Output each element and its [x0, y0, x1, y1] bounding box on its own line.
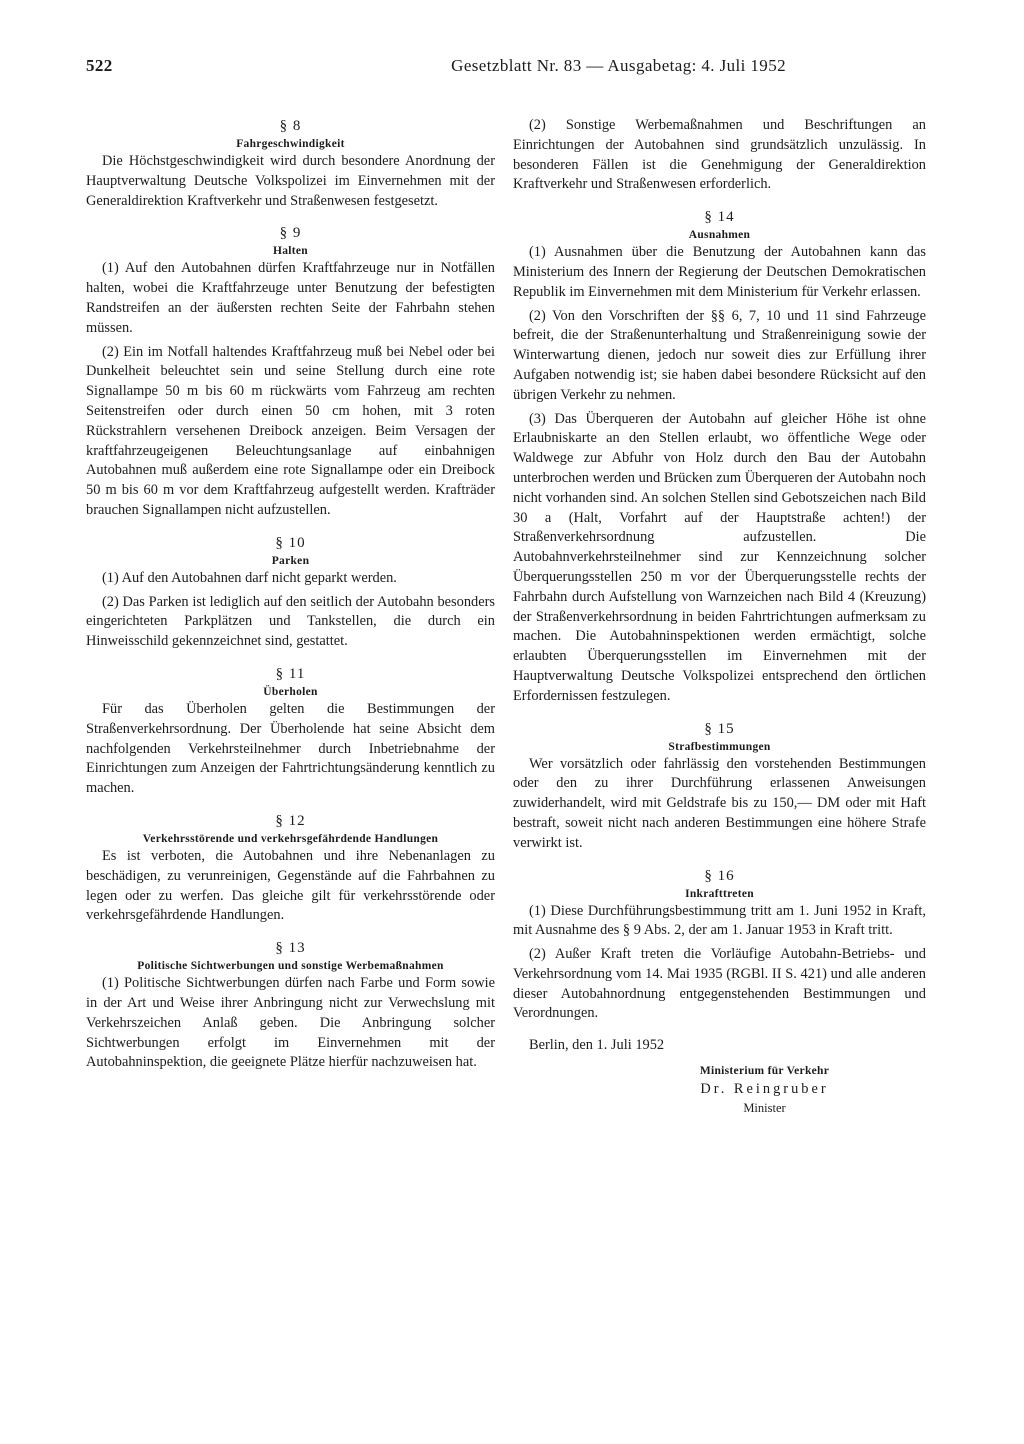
section — [86, 664, 495, 799]
section — [86, 533, 495, 652]
section-paragraph: (2) Das Parken ist lediglich auf den seitlich der Autobahn besonders eingerichteten Parkplätzen und Tankstellen, die durch ein Hinweisschild gekennzeichnet sind, gestattet. — [86, 593, 495, 650]
section-number: § 12 — [275, 812, 306, 829]
section-paragraph: Für das Überholen gelten die Bestimmungen der Straßenverkehrsordnung. Der Überholende hat seine Absicht dem nachfolgenden Verkehrsteilnehmer durch Inbetriebnahme der Einrichtungen zum Anzeigen der Fahrtrichtungsänderung kenntlich zu machen. — [86, 700, 495, 797]
ministry-name: Ministerium für Verkehr — [699, 1065, 830, 1078]
section-paragraph: (3) Das Überqueren der Autobahn auf gleicher Höhe ist ohne Erlaubniskarte an den Stellen erlaubt, wo öffentliche Wege oder Waldwege zur Abfuhr von Holz durch den Bau der Autobahn unterbrochen werden und Brücken zum Überqueren der Autobahn noch nicht vorhanden sind. An solchen Stellen sind Gebotszeichen nach Bild 30 a (Halt, Vorfahrt auf der Hauptstraße achten!) der Straßenverkehrsordnung aufzustellen. Die Autobahnverkehrsteilnehmer sind zur Kennzeichnung solcher Überquerungsstellen 250 m vor der Überquerungsstelle rechts der Fahrbahn durch Aufstellung von Warnzeichen nach Bild 4 (Kreuzung) der Straßenverkehrsordnung in beiden Fahrtrichtungen aufmerksam zu machen. Die Autobahninspektionen werden ermächtigt, solche erlaubten Überquerungsstellen im Einvernehmen mit der Hauptverwaltung Deutsche Volkspolizei entsprechend den örtlichen Erfordernissen festzulegen. — [513, 410, 926, 704]
section — [513, 719, 926, 854]
section-number: § 9 — [279, 225, 302, 242]
section-number: § 10 — [275, 534, 306, 551]
section-paragraph: Es ist verboten, die Autobahnen und ihre Nebenanlagen zu beschädigen, zu verunreinigen, Gegenstände auf die Fahrbahnen zu legen oder zu werfen. Das gleiche gilt für verkehrsstörende oder verkehrsgefährdende Handlungen. — [86, 847, 495, 924]
section-number: § 14 — [704, 209, 735, 226]
section — [86, 938, 495, 1073]
section-paragraph: (1) Politische Sichtwerbungen dürfen nach Farbe und Form sowie in der Art und Weise ihrer Anbringung nicht zur Verwechslung mit Verkehrszeichen Anlaß geben. Die Anbringung solcher Sichtwerbungen erfolgt im Einvernehmen mit der Autobahninspektion, die geeignete Plätze hierfür nachzuweisen hat. — [86, 975, 495, 1071]
section-paragraph: (1) Ausnahmen über die Benutzung der Autobahnen kann das Ministerium des Innern der Regierung der Deutschen Demokratischen Republik im Einvernehmen mit dem Ministerium für Verkehr erlassen. — [513, 244, 926, 300]
section-title: Politische Sichtwerbungen und sonstige Werbemaßnahmen — [137, 960, 444, 973]
section-paragraph: (2) Außer Kraft treten die Vorläufige Autobahn-Betriebs- und Verkehrsordnung vom 14. Mai 1935 (RGBl. II S. 421) und alle anderen dieser Autobahnordnung entgegenstehenden Bestimmungen und Verordnungen. — [513, 946, 926, 1022]
section-number: § 13 — [275, 940, 306, 957]
section-title: Halten — [272, 245, 309, 258]
signer-name: Dr. Reingruber — [700, 1081, 829, 1098]
section-paragraph: (2) Ein im Notfall haltendes Kraftfahrzeug muß bei Nebel oder bei Dunkelheit beleuchtet sein und seine Stellung durch eine rote Signallampe 50 m bis 60 m rückwärts vom Fahrzeug am rechten Seitenstreifen oder durch einen 50 cm hohen, mit 3 roten Rückstrahlern versehenen Dreibock anzeigen. Beim Versagen der kraftfahrzeugeigenen Beleuchtungsanlage auf einbahnigen Autobahnen muß außerdem eine rote Signallampe oder ein Dreibock 50 m bis 60 m vor dem Kraftfahrzeug aufgestellt werden. Krafträder brauchen Signallampen nicht aufzustellen. — [86, 343, 495, 518]
section — [86, 223, 495, 520]
section-number: § 15 — [704, 720, 735, 737]
section — [86, 811, 495, 926]
section — [513, 207, 926, 706]
section-number: § 16 — [704, 867, 735, 884]
section-number: § 11 — [275, 665, 306, 682]
section-title: Überholen — [263, 685, 318, 698]
section-title: Inkrafttreten — [685, 887, 754, 900]
section-title: Fahrgeschwindigkeit — [236, 138, 345, 150]
section-paragraph: (2) Sonstige Werbemaßnahmen und Beschriftungen an Einrichtungen der Autobahnen sind grundsätzlich unzulässig. In besonderen Fällen ist die Genehmigung der Generaldirektion Kraftverkehr und Straßenwesen erforderlich. — [513, 117, 926, 193]
section-paragraph: (2) Von den Vorschriften der §§ 6, 7, 10 und 11 sind Fahrzeuge befreit, die der Straßenunterhaltung und Straßenreinigung sowie der Winterwartung dienen, jedoch nur soweit dies zur Erfüllung ihrer Aufgaben notwendig ist; sie haben dabei besondere Rücksicht auf den übrigen Verkehr zu nehmen. — [513, 307, 926, 403]
section-title: Verkehrsstörende und verkehrsgefährdende Handlungen — [142, 832, 439, 845]
closing-block — [513, 1036, 926, 1116]
place-date: Berlin, den 1. Juli 1952 — [529, 1037, 665, 1054]
section — [86, 116, 495, 211]
section — [513, 866, 926, 1025]
page-number: 522 — [86, 56, 113, 75]
section-paragraph: Wer vorsätzlich oder fahrlässig den vorstehenden Bestimmungen oder den zu ihrer Durchführung erlassenen Anweisungen zuwiderhandelt, wird mit Geldstrafe bis zu 150,— DM oder mit Haft bestraft, soweit nicht nach anderen Bestimmungen eine höhere Strafe verwirkt ist. — [513, 755, 926, 851]
section-paragraph: (1) Auf den Autobahnen dürfen Kraftfahrzeuge nur in Notfällen halten, wobei die Kraftfahrzeuge unter Benutzung der befestigten Randstreifen an der äußersten rechten Seite der Fahrbahn stehen müssen. — [86, 260, 495, 336]
section-title: Ausnahmen — [688, 229, 751, 242]
section-title: Parken — [271, 554, 310, 567]
section-paragraph: (1) Diese Durchführungsbestimmung tritt am 1. Juni 1952 in Kraft, mit Ausnahme des § 9 Abs. 2, der am 1. Januar 1953 in Kraft tritt. — [513, 902, 926, 939]
section-title: Strafbestimmungen — [668, 740, 771, 753]
page-header — [86, 56, 930, 76]
section-paragraph: Die Höchstgeschwindigkeit wird durch besondere Anordnung der Hauptverwaltung Deutsche Volkspolizei im Einvernehmen mit der Generaldirektion Kraftverkehr und Straßenwesen festgesetzt. — [86, 153, 495, 209]
left-column — [86, 116, 495, 1085]
section-number: § 8 — [279, 118, 302, 134]
signer-title: Minister — [743, 1100, 786, 1115]
section — [513, 116, 926, 195]
header-title: Gesetzblatt Nr. 83 — Ausgabetag: 4. Juli 1952 — [451, 56, 786, 75]
right-column — [513, 116, 926, 1116]
section-paragraph: (1) Auf den Autobahnen darf nicht geparkt werden. — [102, 569, 397, 586]
